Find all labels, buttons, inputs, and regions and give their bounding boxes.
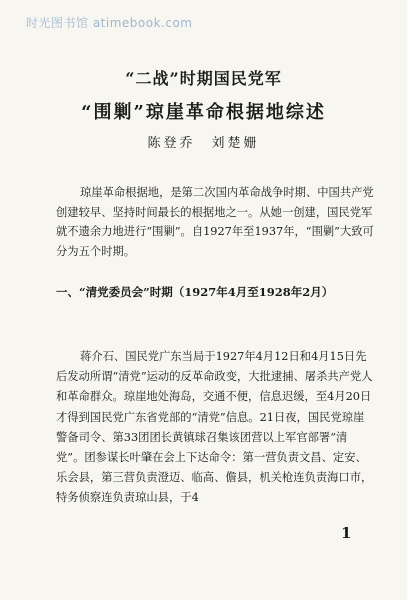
- page-number: 1: [341, 524, 352, 542]
- body-text: 蒋介石、国民党广东当局于1927年4月12日和4月15日先后发动所谓“清党”运动的反革命政变，大批逮捕、屠杀共产党人和革命群众。琼崖地处海岛，交通不便，信息迟缓，至4月20日才得到国民党广东省党部的“清党”信息。21日夜，国民党琼崖警备司令、第33团团长黄镇球召集该团营以上军官部署“清党”。团参谋长叶肇在会上下达命令：第一营负责文昌、定安、乐会县，第三营负责澄迈、临高、儋县，机关枪连负责海口市，特务侦察连负责琼山县，于4: [56, 350, 373, 505]
- article-title-line1: “二战”时期国民党军: [125, 69, 282, 88]
- author-names: 陈登乔 刘楚姗: [147, 136, 260, 151]
- article-title-line2: “围剿”琼崖革命根据地综述: [81, 102, 326, 123]
- intro-paragraph: [56, 183, 374, 261]
- body-paragraph: [56, 347, 374, 509]
- intro-paragraph-block: [56, 183, 374, 261]
- intro-text: 琼崖革命根据地，是第二次国内革命战争时期、中国共产党创建较早、坚持时间最长的根据地之一。从她一创建，国民党军就不遗余力地进行“围剿”。自1927年至1937年，“围剿”大致可分为五个时期。: [56, 186, 374, 258]
- body-paragraph-block: [56, 347, 374, 509]
- section-heading: 一、“清党委员会”时期（1927年4月至1928年2月）: [56, 285, 334, 299]
- watermark: 时光图书馆 atimebook.com: [26, 16, 193, 30]
